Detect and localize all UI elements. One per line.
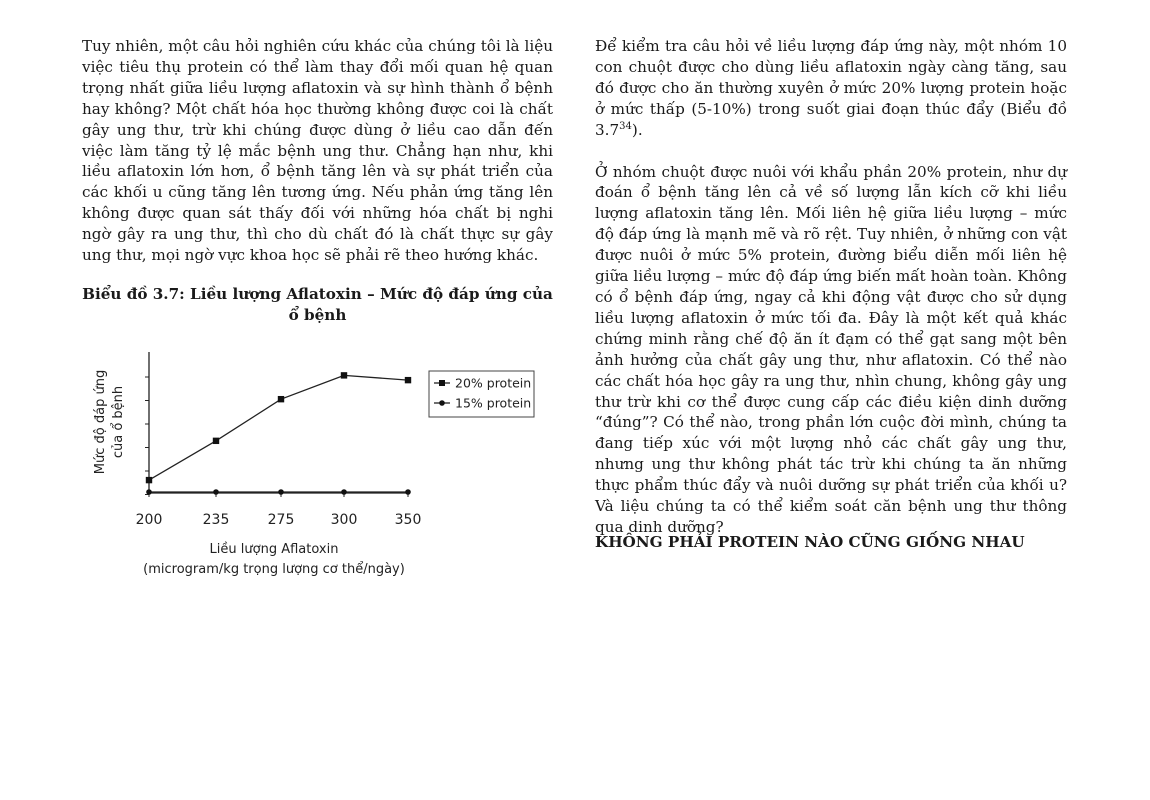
- chart-legend: [429, 371, 534, 417]
- data-point: [213, 489, 219, 495]
- dose-response-chart: [82, 340, 542, 585]
- right-paragraph-1-end: ).: [631, 120, 643, 139]
- x-axis-label-line2: (microgram/kg trọng lượng cơ thể/ngày): [143, 562, 405, 577]
- x-tick-label: 300: [330, 512, 358, 528]
- left-column: [82, 36, 553, 266]
- data-point: [146, 489, 152, 495]
- right-paragraph-2: Ở nhóm chuột được nuôi với khẩu phần 20% protein, như dự đoán ổ bệnh tăng lên cả về số lượng lẫn kích cỡ khi liều lượng aflatoxin tăng lên. Mối liên hệ giữa liều lượng – mức độ đáp ứng là mạnh mẽ và rõ rệt. Tuy nhiên, ở những con vật được nuôi ở mức 5% protein, đường biểu diễn mối liên hệ giữa liều lượng – mức độ đáp ứng biến mất hoàn toàn. Không có ổ bệnh đáp ứng, ngay cả khi động vật được cho sử dụng liều lượng aflatoxin ở mức tối đa. Đây là một kết quả khác chứng minh rằng chế độ ăn ít đạm có thể gạt sang một bên ảnh hưởng của chất gây ung thư, như aflatoxin. Có thể nào các chất hóa học gây ra ung thư, nhìn chung, không gây ung thư trừ khi cơ thể được cung cấp các điều kiện dinh dưỡng “đúng”? Có thể nào, trong phần lớn cuộc đời mình, chúng ta đang tiếp xúc với một lượng nhỏ các chất gây ung thư, nhưng ung thư không phát tác trừ khi chúng ta ăn những thực phẩm thúc đẩy và nuôi dưỡng sự phát triển của khối u? Và liệu chúng ta có thể kiểm soát căn bệnh ung thư thông qua dinh dưỡng?: [595, 162, 1067, 536]
- left-paragraph: Tuy nhiên, một câu hỏi nghiên cứu khác của chúng tôi là liệu việc tiêu thụ protein có thể làm thay đổi mối quan hệ quan trọng nhất giữa liều lượng aflatoxin và sự hình thành ổ bệnh hay không? Một chất hóa học thường không được coi là chất gây ung thư, trừ khi chúng được dùng ở liều cao dẫn đến việc làm tăng tỷ lệ mắc bệnh ung thư. Chẳng hạn như, khi liều aflatoxin lớn hơn, ổ bệnh tăng lên và sự phát triển của các khối u cũng tăng lên tương ứng. Nếu phản ứng tăng lên không được quan sát thấy đối với những hóa chất bị nghi ngờ gây ra ung thư, thì cho dù chất đó là chất thực sự gây ung thư, mọi ngờ vực khoa học sẽ phải rẽ theo hướng khác.: [82, 37, 553, 265]
- x-tick-label: 275: [267, 512, 295, 528]
- y-axis-label-line1: Mức độ đáp ứng: [93, 369, 108, 475]
- data-point: [341, 489, 347, 495]
- data-point: [146, 477, 152, 483]
- data-point: [278, 396, 284, 402]
- data-point: [213, 438, 219, 444]
- reference-number: 34: [619, 120, 632, 132]
- x-tick-label: 200: [135, 512, 163, 528]
- figure-title: Biểu đồ 3.7: Liều lượng Aflatoxin – Mức độ đáp ứng của ổ bệnh: [82, 285, 553, 324]
- section-heading: KHÔNG PHẢI PROTEIN NÀO CŨNG GIỐNG NHAU: [595, 533, 1025, 551]
- legend-label: 20% protein: [455, 375, 532, 391]
- x-axis-label-line1: Liều lượng Aflatoxin: [209, 542, 339, 557]
- data-point: [405, 489, 411, 495]
- legend-marker: [439, 400, 445, 406]
- data-point: [341, 372, 347, 378]
- right-column: [595, 36, 1067, 538]
- series-line: [149, 375, 408, 480]
- data-point: [278, 489, 284, 495]
- chart-series: [146, 372, 411, 495]
- data-point: [405, 377, 411, 383]
- right-paragraph-1-text: Để kiểm tra câu hỏi về liều lượng đáp ứng này, một nhóm 10 con chuột được cho dùng liều aflatoxin ngày càng tăng, sau đó được cho ăn thường xuyên ở mức 20% lượng protein hoặc ở mức thấp (5-10%) trong suốt giai đoạn thúc đẩy (Biểu đồ 3.7: [595, 37, 1067, 139]
- right-paragraph-1: [595, 36, 1067, 141]
- y-axis-label-line2: của ổ bệnh: [111, 385, 126, 459]
- x-tick-label: 235: [202, 512, 230, 528]
- legend-marker: [439, 380, 445, 386]
- legend-label: 15% protein: [455, 395, 532, 411]
- x-tick-label: 350: [394, 512, 422, 528]
